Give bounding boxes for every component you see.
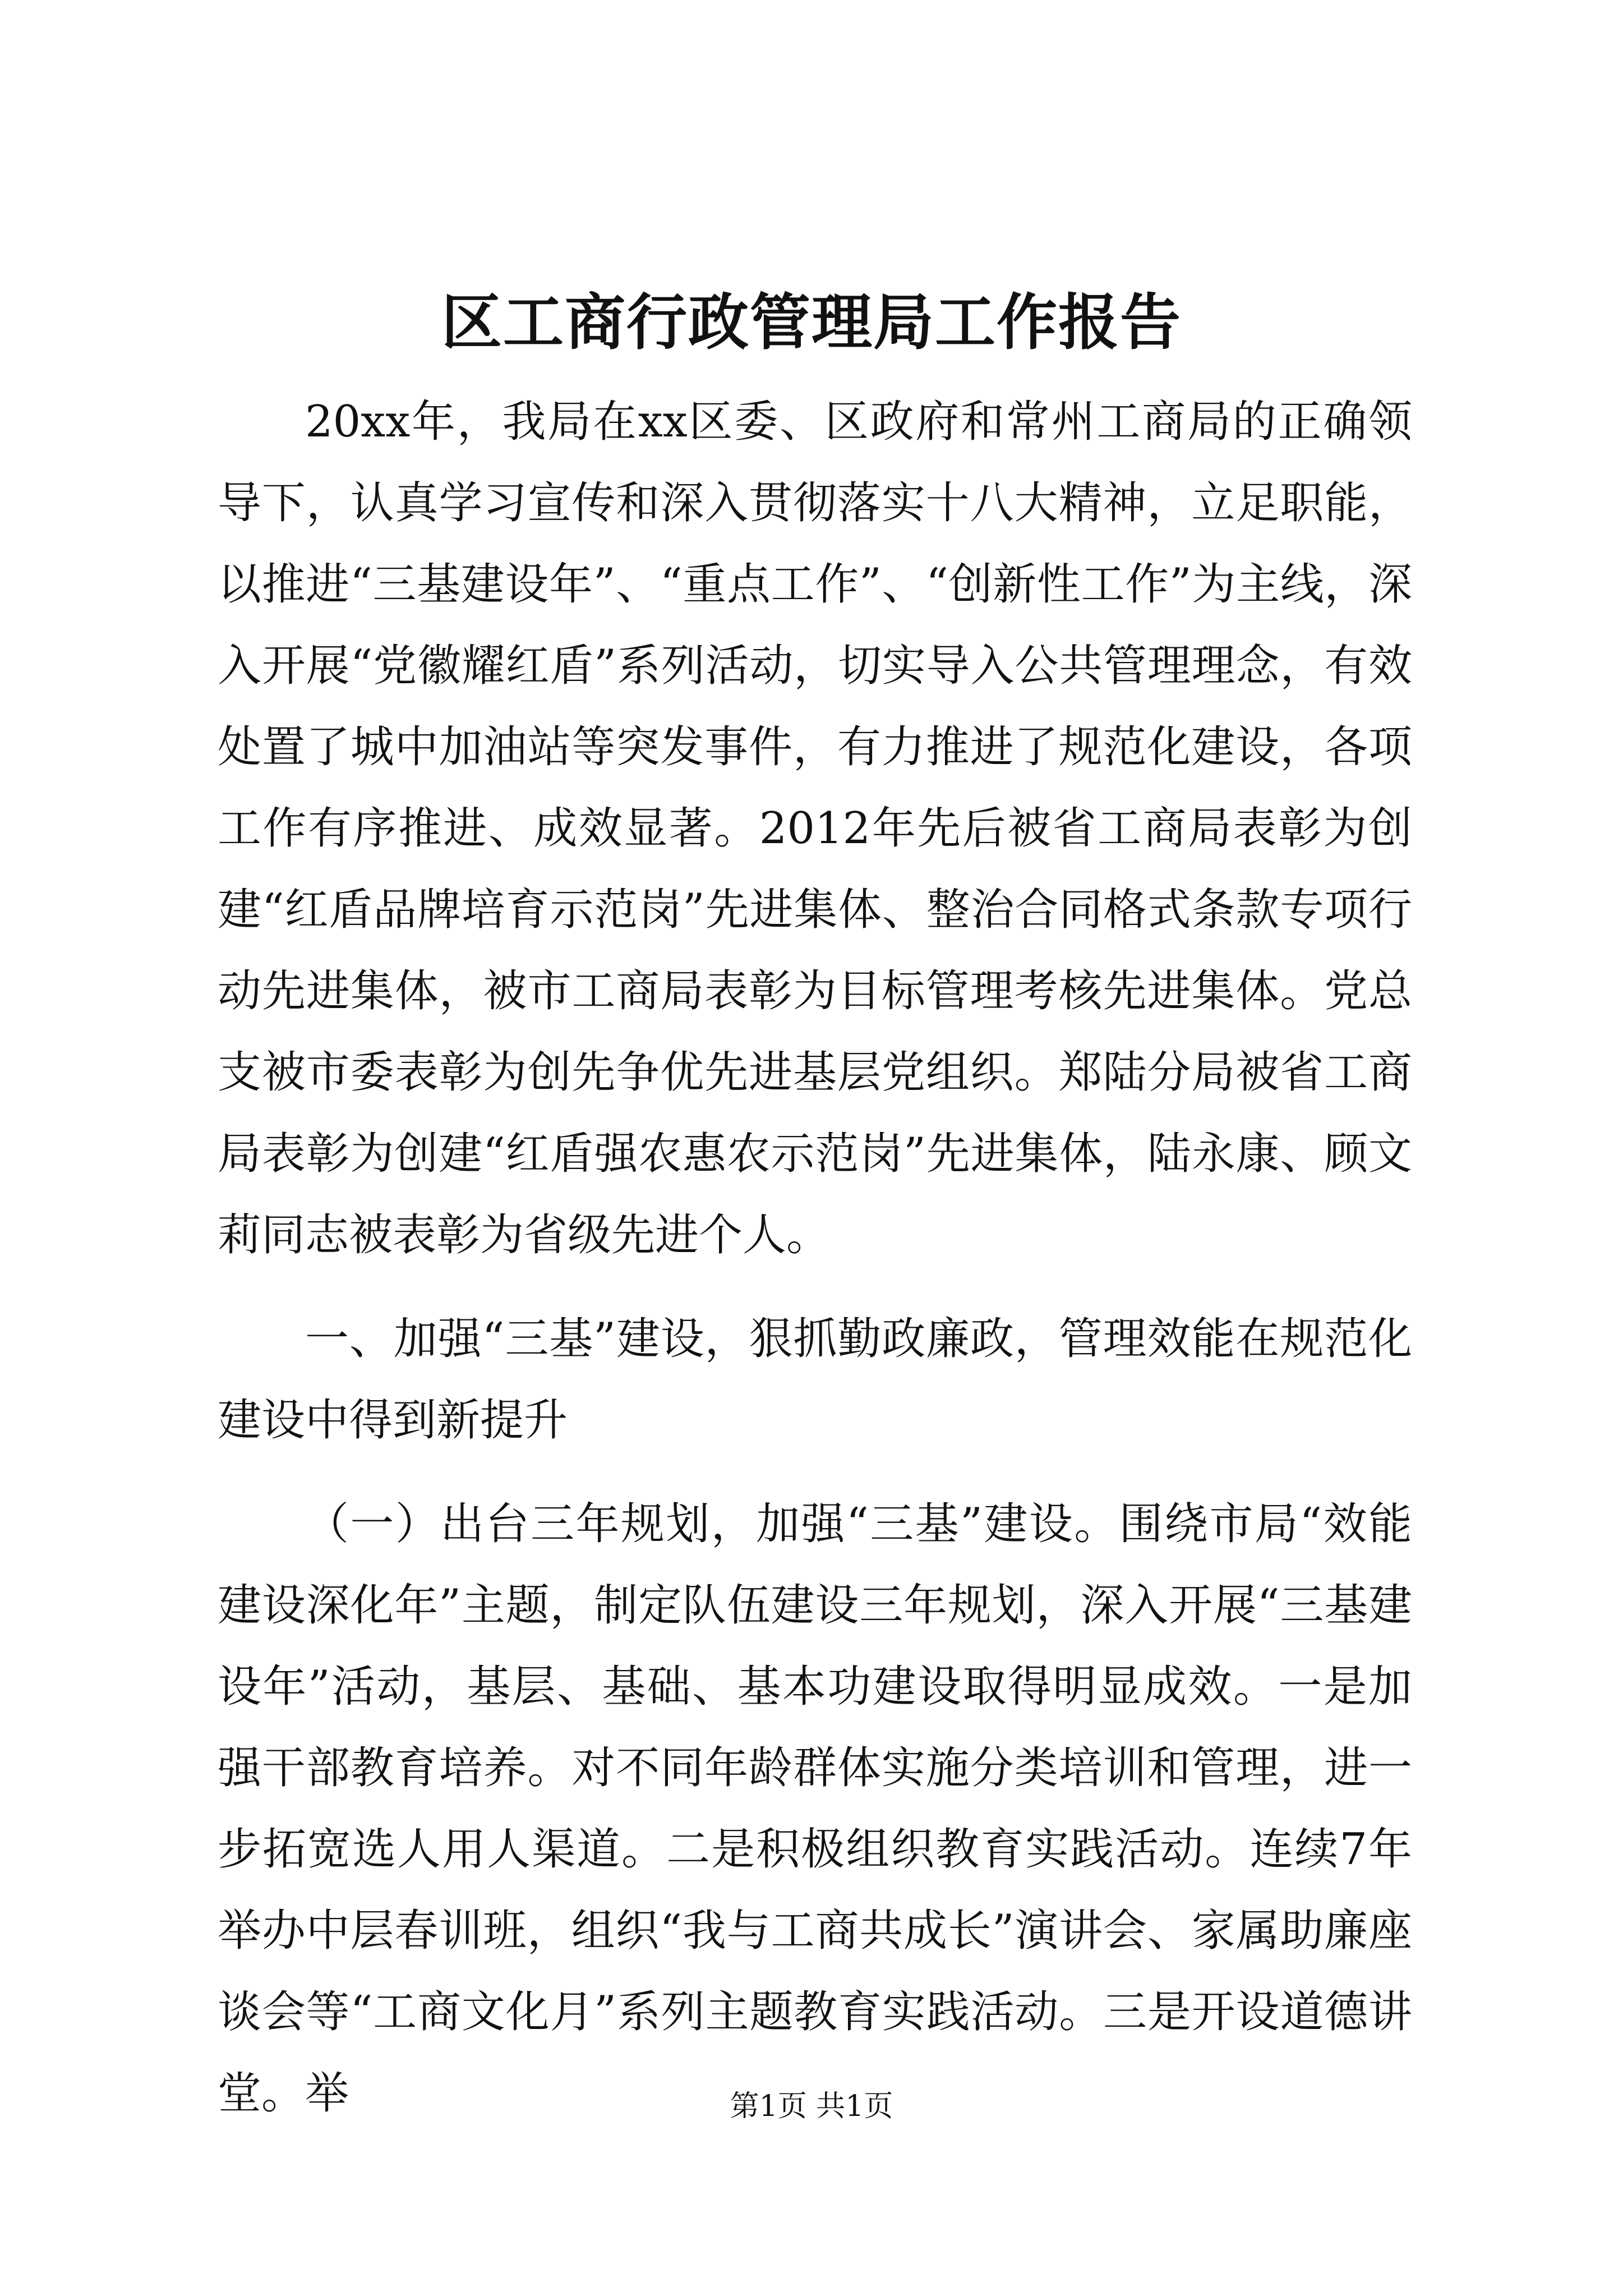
page-footer: 第1页 共1页 xyxy=(730,2090,893,2123)
subsection-paragraph-1: （一）出台三年规划，加强“三基”建设。围绕市局“效能建设深化年”主题，制定队伍建设三年规划，深入开展“三基建设年”活动，基层、基础、基本功建设取得明显成效。一是加强干部教育培养。对不同年龄群体实施分类培训和管理，进一步拓宽选人用人渠道。二是积极组织教育实践活动。连续7年举办中层春训班，组织“我与工商共成长”演讲会、家属助廉座谈会等“工商文化月”系列主题教育实践活动。三是开设道德讲堂。举 xyxy=(218,1499,1412,2119)
document-title: 区工商行政管理局工作报告 xyxy=(441,287,1182,358)
section-heading-1: 一、加强“三基”建设，狠抓勤政廉政，管理效能在规范化建设中得到新提升 xyxy=(218,1314,1412,1446)
document-body xyxy=(218,381,1412,2134)
intro-paragraph: 20xx年，我局在xx区委、区政府和常州工商局的正确领导下，认真学习宣传和深入贯彻落实十八大精神，立足职能，以推进“三基建设年”、“重点工作”、“创新性工作”为主线，深入开展“党徽耀红盾”系列活动，切实导入公共管理理念，有效处置了城中加油站等突发事件，有力推进了规范化建设，各项工作有序推进、成效显著。2012年先后被省工商局表彰为创建“红盾品牌培育示范岗”先进集体、整治合同格式条款专项行动先进集体，被市工商局表彰为目标管理考核先进集体。党总支被市委表彰为创先争优先进基层党组织。郑陆分局被省工商局表彰为创建“红盾强农惠农示范岗”先进集体，陆永康、顾文莉同志被表彰为省级先进个人。 xyxy=(218,397,1412,1260)
